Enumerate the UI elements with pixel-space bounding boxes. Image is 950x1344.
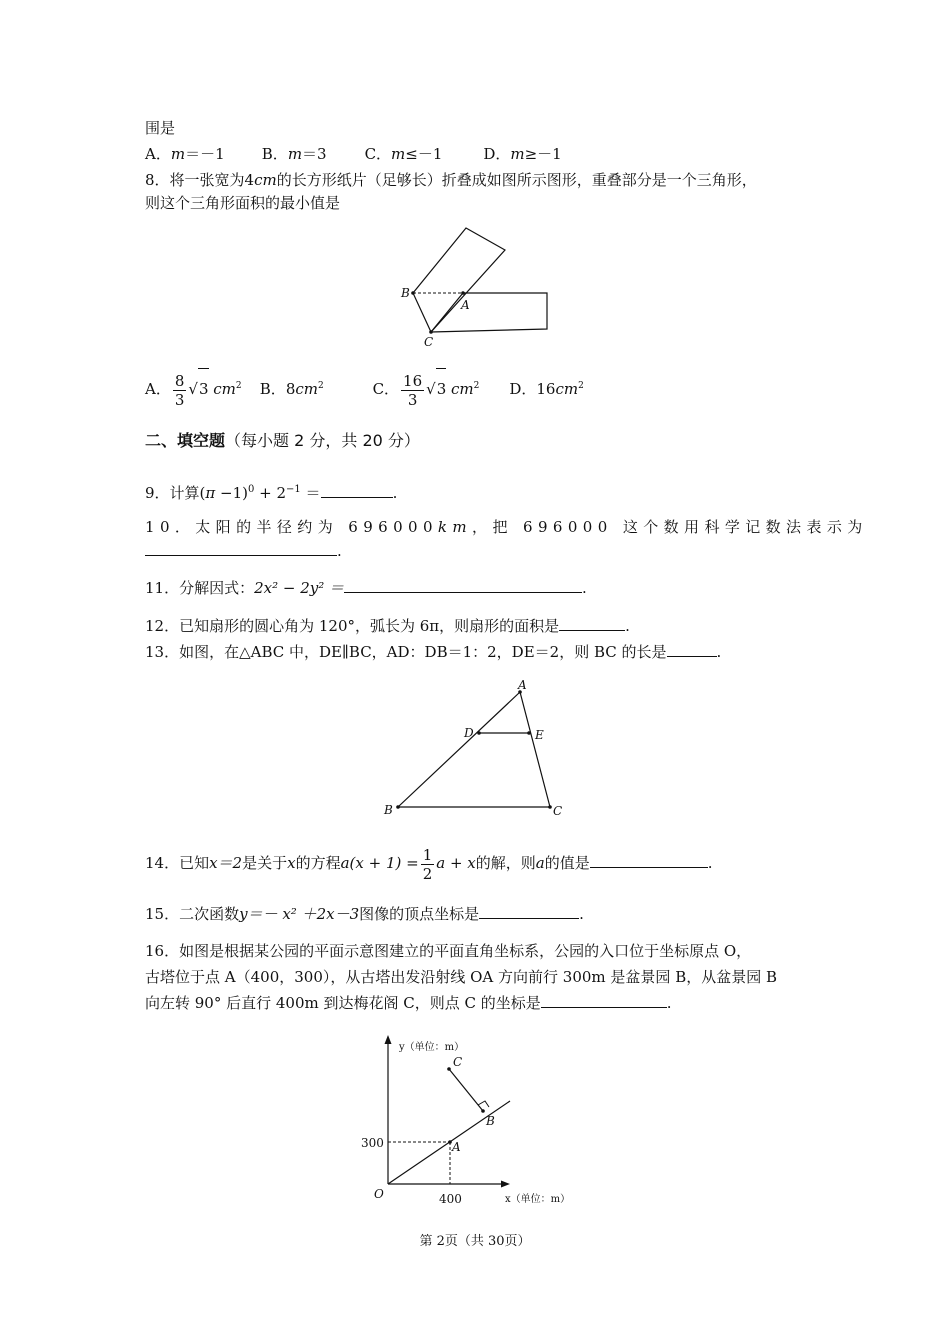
q7-tail: 围是: [145, 119, 176, 137]
q11-answer-blank[interactable]: [344, 578, 582, 593]
q10-line2: .: [145, 541, 342, 561]
q7-option-c: C．m≤－1: [364, 145, 443, 163]
q10: 10．太阳的半径约为 696000km，把 696000 这个数用科学记数法表示为: [145, 518, 868, 536]
q15-answer-blank[interactable]: [479, 904, 579, 919]
q13-label-a: A: [518, 678, 527, 692]
q14-answer-blank[interactable]: [590, 853, 708, 868]
q8-stem: 8．将一张宽为4cm的长方形纸片（足够长）折叠成如图所示图形，重叠部分是一个三角形，: [145, 171, 757, 189]
q8-label-c: C: [424, 335, 434, 349]
q16-tick-300: 300: [361, 1136, 384, 1150]
q16-y-axis-label: y（单位：m）: [399, 1042, 465, 1053]
q8-label-a: A: [461, 298, 470, 312]
q8-option-d: D．$16cm^2$: [509, 380, 584, 398]
q13: 13．如图，在△ABC 中，DE∥BC，AD：DB＝1：2，DE＝2，则 BC 的长是 .: [145, 643, 722, 661]
q13-label-e: E: [535, 728, 544, 742]
q16-answer-blank[interactable]: [541, 993, 667, 1008]
q16-label-o: O: [374, 1187, 384, 1201]
q16-line2: 古塔位于点 A（400，300），从古塔出发沿射线 OA 方向前行 300m 是盆景园 B，从盆景园 B: [145, 968, 778, 986]
q8-options: [145, 366, 584, 409]
q16-tick-400: 400: [439, 1192, 462, 1206]
q15: 15．二次函数y＝－ x² ＋2x－3图像的顶点坐标是 .: [145, 905, 584, 923]
q8-option-b: B．$8cm^2$: [259, 380, 324, 398]
page-footer: 第 2页（共 30页）: [419, 1234, 531, 1249]
q8-folded-rectangle-figure: [395, 222, 560, 350]
q12-answer-blank[interactable]: [559, 616, 625, 631]
section-heading: 二、填空题（每小题 2 分，共 20 分）: [145, 431, 420, 450]
q16-coordinate-figure: [355, 1032, 595, 1214]
q9-answer-blank[interactable]: [321, 483, 393, 498]
q16-line3: 向左转 90° 后直行 400m 到达梅花阁 C，则点 C 的坐标是 .: [145, 994, 672, 1012]
q8-option-c: C． $\frac{16}{3}$ √3 $cm^2$: [373, 366, 505, 409]
q13-label-d: D: [464, 726, 474, 740]
q12: 12．已知扇形的圆心角为 120°，弧长为 6π，则扇形的面积是 .: [145, 617, 630, 635]
q16-label-c: C: [453, 1055, 463, 1069]
q13-label-b: B: [384, 803, 393, 817]
q16-x-axis-label: x（单位：m）: [505, 1194, 571, 1205]
q10-answer-blank[interactable]: [145, 541, 337, 556]
q7-option-b: B．m＝3: [261, 145, 327, 163]
q11: 11．分解因式：2x² − 2y² ＝ .: [145, 579, 587, 597]
q8-option-a: A． $\frac{8}{3}$ √3 $cm^2$: [145, 366, 255, 409]
q8-stem-line2: 则这个三角形面积的最小值是: [145, 194, 341, 212]
q9: 9．计算$(\pi -1)^0 + 2^{-1}$ ＝ .: [145, 484, 398, 502]
q16-line1: 16．如图是根据某公园的平面示意图建立的平面直角坐标系，公园的入口位于坐标原点 O，: [145, 942, 752, 960]
q7-option-a: A．m＝－1: [145, 145, 225, 163]
q7-options: [145, 144, 562, 164]
q14: 14．已知x＝2是关于x的方程a(x + 1) = $\frac{1}{2}$ a + x的解，则a的值是 .: [145, 845, 713, 883]
q8-label-b: B: [401, 286, 410, 300]
q16-label-b: B: [486, 1114, 495, 1128]
q13-label-c: C: [553, 804, 563, 818]
q16-label-a: A: [452, 1140, 461, 1154]
q13-triangle-figure: [380, 676, 570, 822]
q7-option-d: D．m≥－1: [483, 145, 562, 163]
q13-answer-blank[interactable]: [667, 642, 717, 657]
